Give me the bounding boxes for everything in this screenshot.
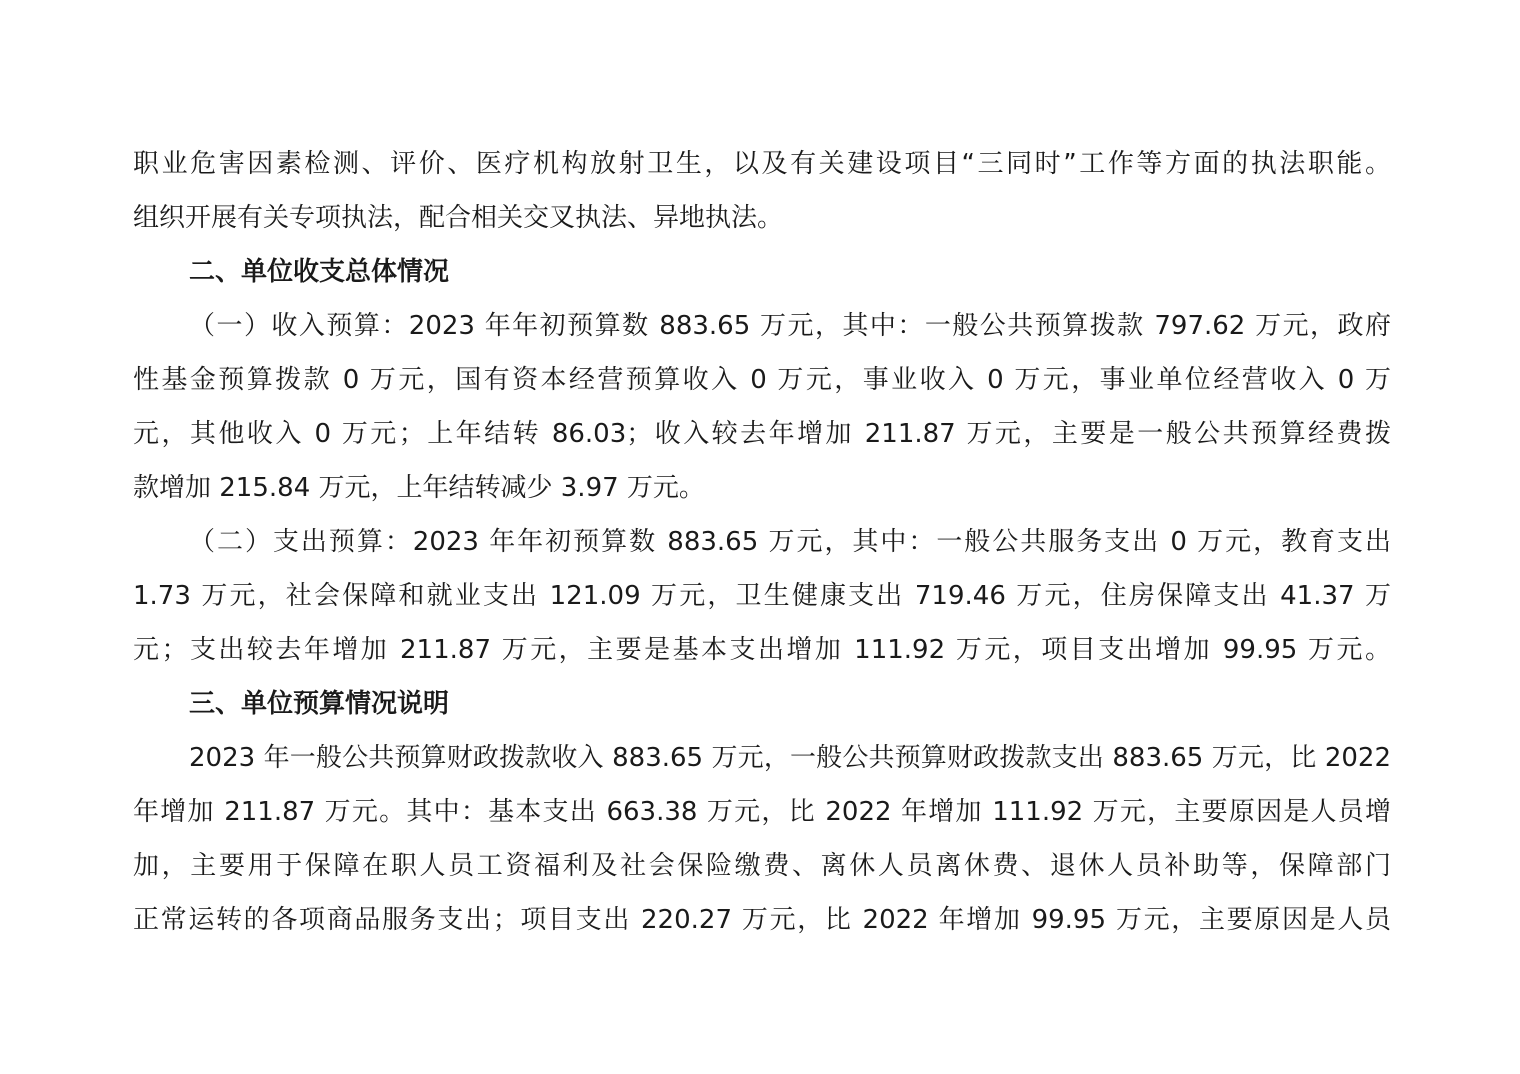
paragraph-line-8: （二）支出预算：2023 年年初预算数 883.65 万元，其中：一般公共服务支出 0 万元，教育支出: [189, 527, 1391, 557]
paragraph-line-7: 款增加 215.84 万元，上年结转减少 3.97 万元。: [133, 473, 705, 503]
paragraph-line-15: 正常运转的各项商品服务支出；项目支出 220.27 万元，比 2022 年增加 99.95 万元，主要原因是人员: [133, 905, 1391, 935]
paragraph-line-4: （一）收入预算：2023 年年初预算数 883.65 万元，其中：一般公共预算拨款 797.62 万元，政府: [189, 311, 1391, 341]
paragraph-line-2: 组织开展有关专项执法，配合相关交叉执法、异地执法。: [133, 203, 784, 233]
paragraph-line-13: 年增加 211.87 万元。其中：基本支出 663.38 万元，比 2022 年增加 111.92 万元，主要原因是人员增: [133, 797, 1391, 827]
paragraph-line-9: 1.73 万元，社会保障和就业支出 121.09 万元，卫生健康支出 719.46 万元，住房保障支出 41.37 万: [133, 581, 1391, 611]
paragraph-line-1: 职业危害因素检测、评价、医疗机构放射卫生，以及有关建设项目“三同时”工作等方面的执法职能。: [133, 149, 1391, 179]
paragraph-line-5: 性基金预算拨款 0 万元，国有资本经营预算收入 0 万元，事业收入 0 万元，事业单位经营收入 0 万: [133, 365, 1391, 395]
paragraph-line-6: 元，其他收入 0 万元；上年结转 86.03；收入较去年增加 211.87 万元，主要是一般公共预算经费拨: [133, 419, 1391, 449]
section-heading-2: 二、单位收支总体情况: [189, 257, 450, 287]
paragraph-line-14: 加，主要用于保障在职人员工资福利及社会保险缴费、离休人员离休费、退休人员补助等，保障部门: [133, 851, 1391, 881]
paragraph-line-12: 2023 年一般公共预算财政拨款收入 883.65 万元，一般公共预算财政拨款支出 883.65 万元，比 2022: [189, 743, 1391, 773]
section-heading-3: 三、单位预算情况说明: [189, 689, 450, 719]
paragraph-line-10: 元；支出较去年增加 211.87 万元，主要是基本支出增加 111.92 万元，项目支出增加 99.95 万元。: [133, 635, 1391, 665]
